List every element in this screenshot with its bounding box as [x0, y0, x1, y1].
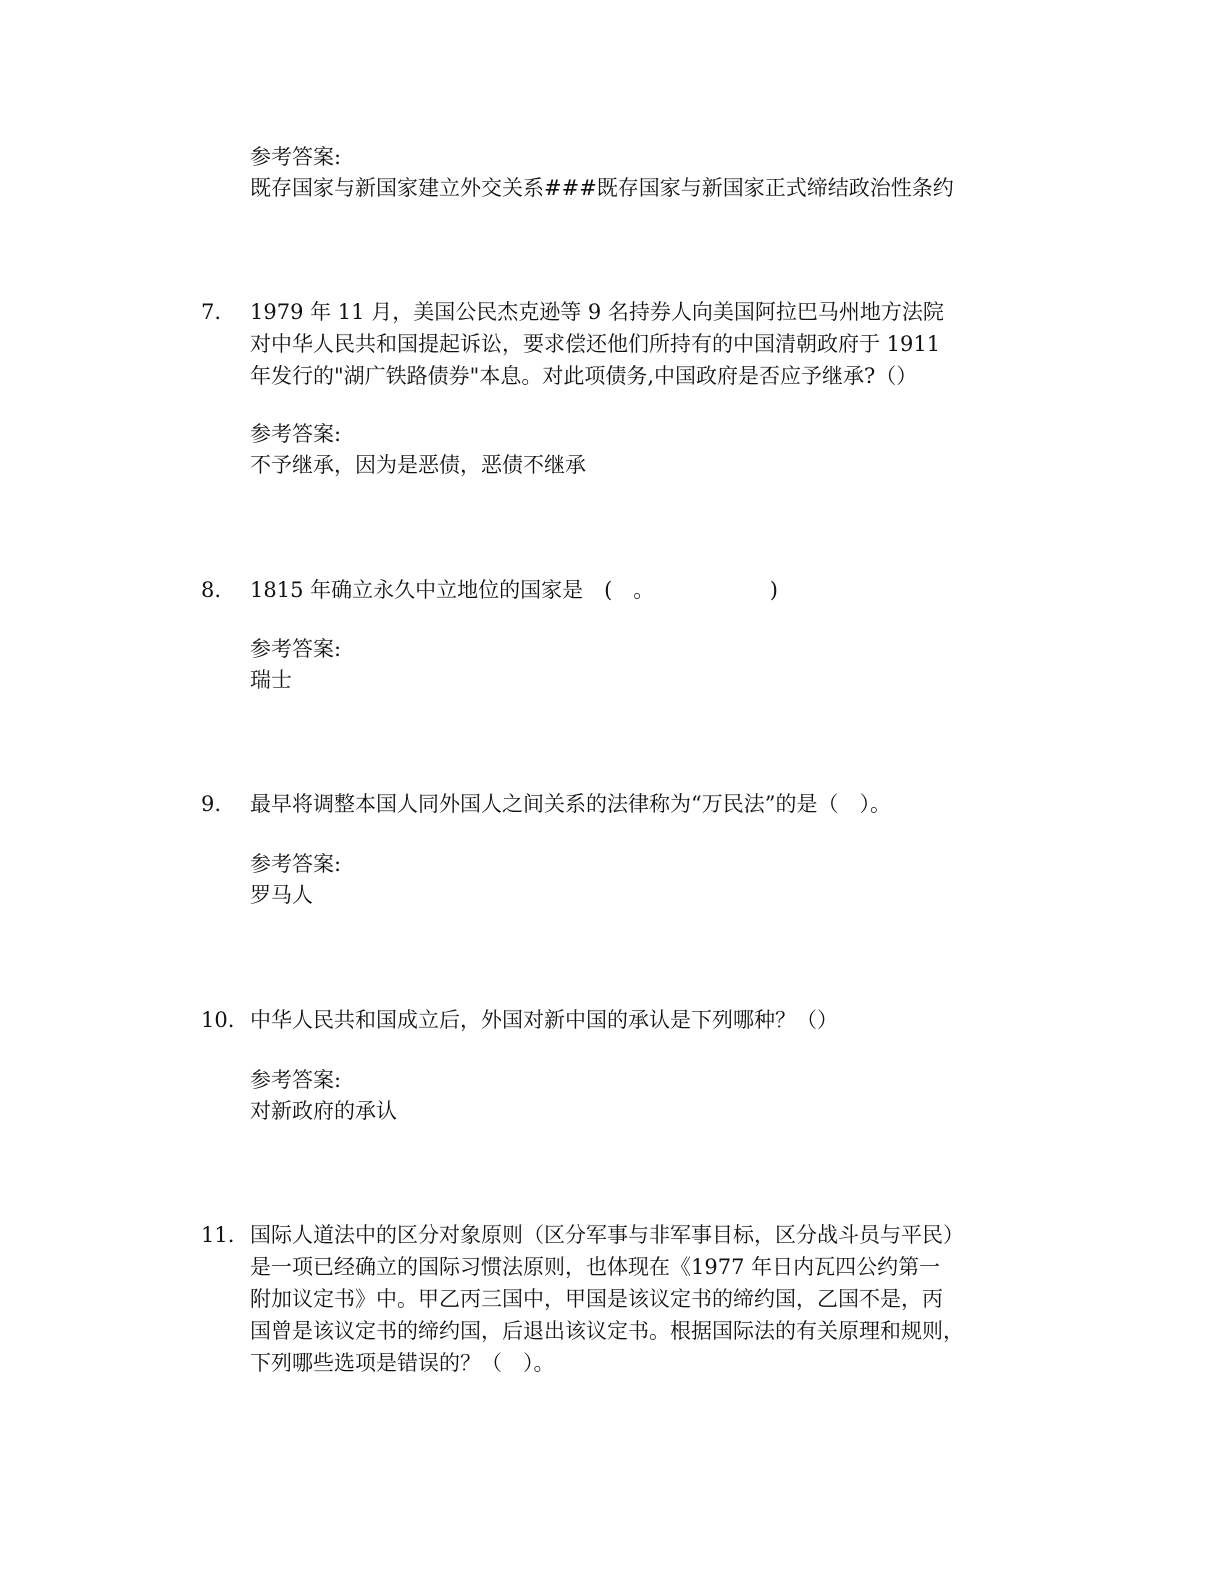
answer-label: 参考答案: [250, 1068, 342, 1092]
answer-label: 参考答案: [250, 145, 342, 169]
question-number: 7. [201, 300, 222, 324]
answer-text: 罗马人 [250, 883, 313, 907]
question-text-line: 下列哪些选项是错误的？（ ）。 [250, 1351, 555, 1375]
answer-text: 瑞士 [250, 668, 292, 692]
answer-label: 参考答案: [250, 852, 342, 876]
question-text-line: 是一项已经确立的国际习惯法原则，也体现在《1977 年日内瓦四公约第一 [250, 1255, 941, 1279]
question-text-line: 国际人道法中的区分对象原则（区分军事与非军事目标，区分战斗员与平民） [250, 1223, 964, 1247]
question-text-line: 附加议定书》中。甲乙丙三国中，甲国是该议定书的缔约国，乙国不是，丙 [250, 1287, 943, 1311]
question-text-line: 1979 年 11 月，美国公民杰克逊等 9 名持券人向美国阿拉巴马州地方法院 [250, 300, 944, 324]
answer-label: 参考答案: [250, 637, 342, 661]
question-text-line: 1815 年确立永久中立地位的国家是 ( 。 ) [250, 578, 779, 602]
question-text-line: 对中华人民共和国提起诉讼，要求偿还他们所持有的中国清朝政府于 1911 [250, 332, 941, 356]
answer-label: 参考答案: [250, 422, 342, 446]
question-number: 10. [201, 1008, 235, 1032]
answer-text: 不予继承，因为是恶债，恶债不继承 [250, 453, 586, 477]
question-text-line: 中华人民共和国成立后，外国对新中国的承认是下列哪种？（） [250, 1008, 838, 1032]
question-text-line: 年发行的"湖广铁路债券"本息。对此项债务,中国政府是否应予继承?（） [250, 364, 918, 388]
question-text-line: 最早将调整本国人同外国人之间关系的法律称为“万民法”的是（ ）。 [250, 792, 891, 816]
question-number: 11. [201, 1223, 235, 1247]
answer-text: 对新政府的承认 [250, 1099, 397, 1123]
question-number: 8. [201, 578, 222, 602]
question-text-line: 国曾是该议定书的缔约国，后退出该议定书。根据国际法的有关原理和规则， [250, 1319, 964, 1343]
answer-text: 既存国家与新国家建立外交关系###既存国家与新国家正式缔结政治性条约 [250, 176, 954, 200]
question-number: 9. [201, 792, 222, 816]
